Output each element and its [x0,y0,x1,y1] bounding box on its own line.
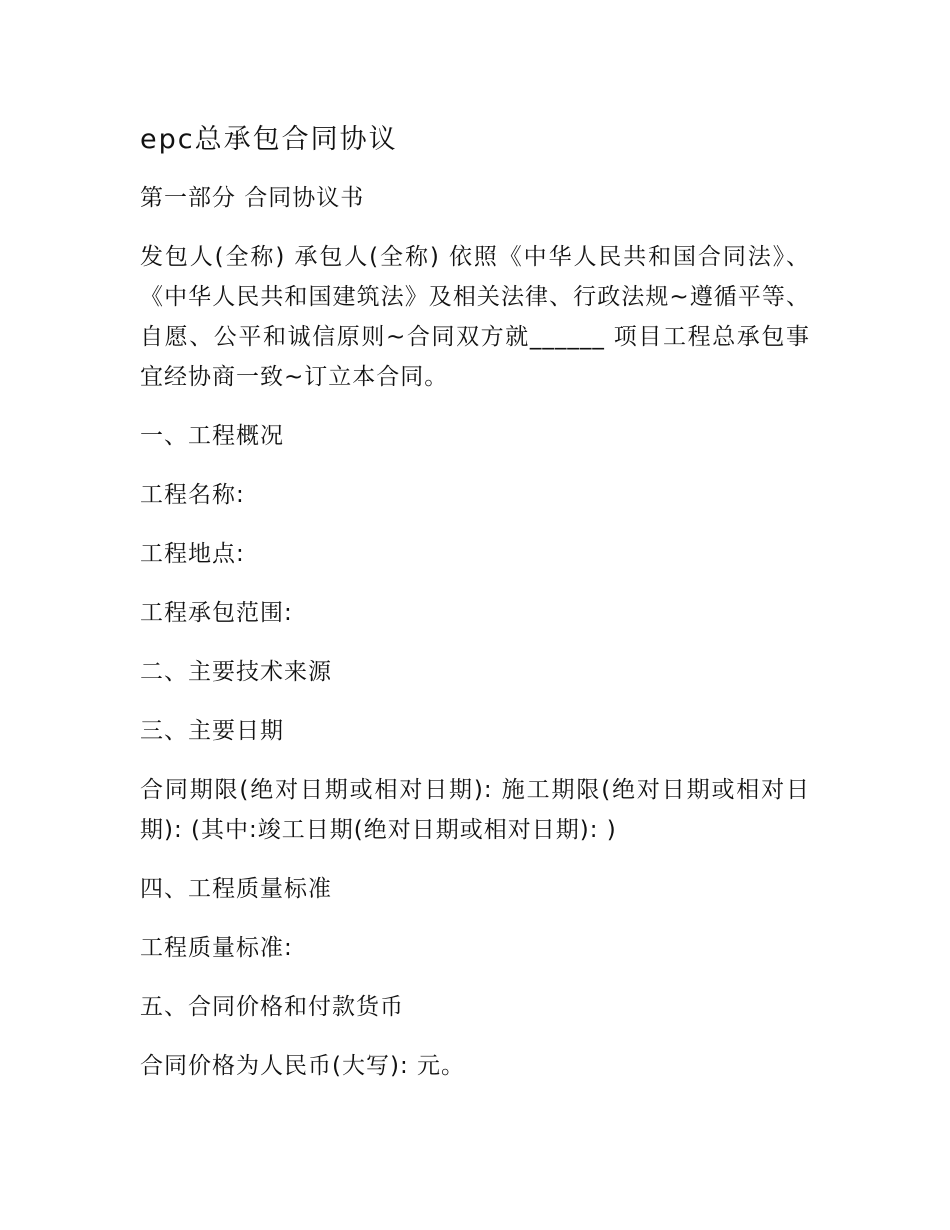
document-page [140,118,810,1105]
contract-term-paragraph: 合同期限(绝对日期或相对日期): 施工期限(绝对日期或相对日期): (其中:竣工日期(绝对日期或相对日期): ) [140,777,810,843]
intro-paragraph: 发包人(全称) 承包人(全称) 依照《中华人民共和国合同法》、《中华人民共和国建筑法》及相关法律、行政法规~遵循平等、自愿、公平和诚信原则~合同双方就______ 项目工程总承包事宜经协商一致~订立本合同。 [140,244,810,390]
section-5-heading: 五、合同价格和付款货币 [140,994,404,1020]
section-4-heading: 四、工程质量标准 [140,876,332,902]
section-1-heading: 一、工程概况 [140,423,284,449]
contract-price-line: 合同价格为人民币(大写): 元。 [140,1053,466,1079]
document-title: epc总承包合同协议 [140,124,398,155]
quality-standard-line: 工程质量标准: [140,935,293,961]
project-location-line: 工程地点: [140,541,245,567]
project-name-line: 工程名称: [140,482,245,508]
section-3-heading: 三、主要日期 [140,718,284,744]
section-part-one-heading: 第一部分 合同协议书 [140,185,365,211]
project-scope-line: 工程承包范围: [140,600,293,626]
section-2-heading: 二、主要技术来源 [140,659,332,685]
